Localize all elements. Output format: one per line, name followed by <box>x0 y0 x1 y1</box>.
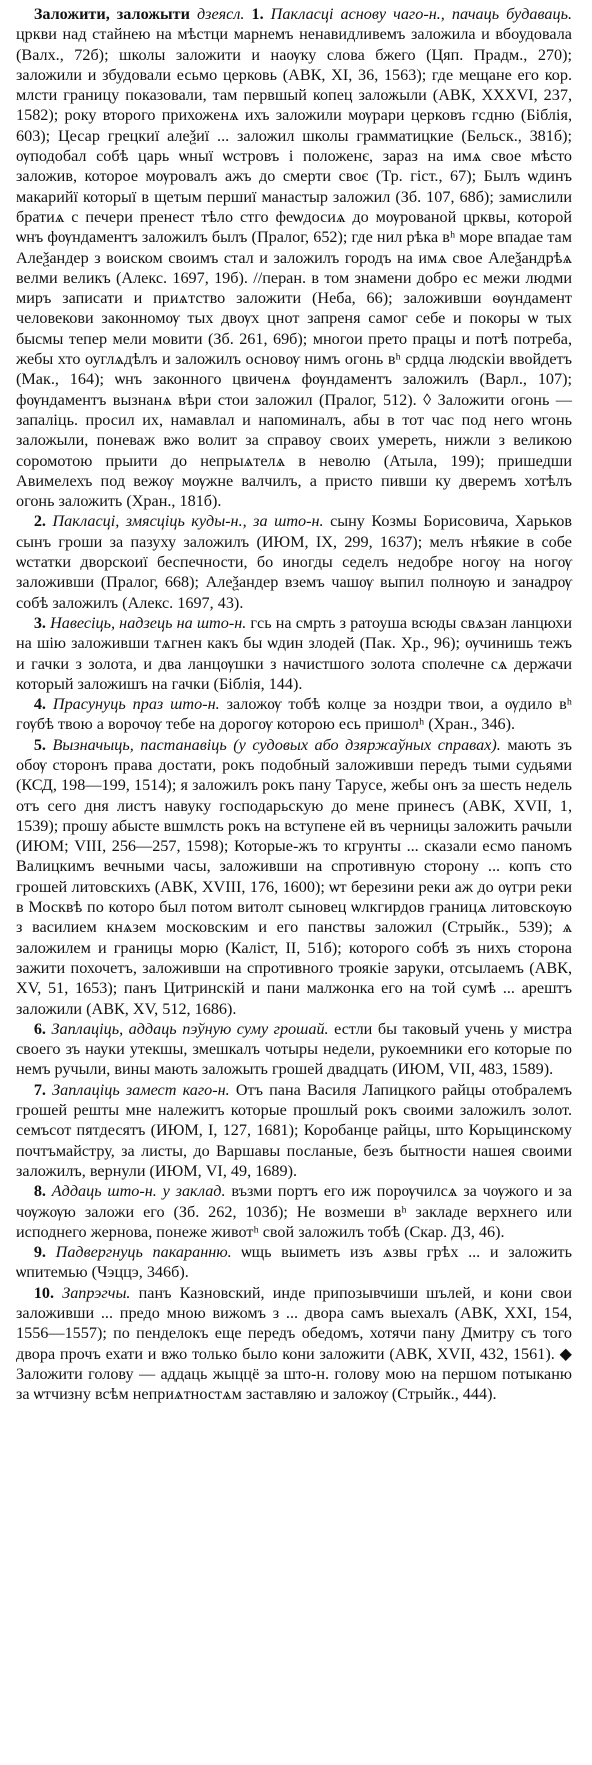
entry-paragraph-8 <box>16 1181 572 1242</box>
sense-number: 6. <box>33 1019 46 1038</box>
sense-citations: възми портъ его иж порѹчилсѧ за чѹжого и за чѹжѹю заложи его (Зб. 262, 103б); Не возмеши вʰ закладе верхнего или исподнего жернова, понеже животʰ свой заложилъ тобѣ (Скар. ДЗ, 46). <box>16 1182 573 1241</box>
dictionary-entry <box>16 4 572 1404</box>
sense-number: 9. <box>33 1243 46 1262</box>
sense-number: 10. <box>33 1283 55 1302</box>
entry-paragraph-3 <box>16 613 572 694</box>
sense-definition: Пакласці, змясціць куды-н., за што-н. <box>52 512 324 531</box>
sense-number: 4. <box>33 695 46 714</box>
sense-citations: мають зъ обѹ сторонъ права достати, рокъ подобный заложивши передъ тыми судьями (КСД, 198—199, 1514); я заложилъ рокъ пану Тарусе, жебы онъ за шесть недель отъ сего дня листъ навуку господарьскую до мене принесъ (АВК, XVII, 1, 1539); прошу абысте вшмлсть рокъ на вступене ей въ черницы заложить рачыли (ИЮМ; VIII, 256—257, 1598); Которые-жъ то кгрунты ... сказали есмо паномъ Валицкимъ вечными часы, заложивши на спротивную сторону ... копъ сто грошей литовскихъ (АВК, XVIII, 176, 1600); ѡт березини реки аж до ѹгри реки в Москвѣ по которо был потом витолт сыновец ѡлкгирдов границѧ литовскѹю з василием кнѧзем московским и его панствы заложил (Стрыйк., 539); ѧ заложилем и границы морю (Каліст, II, 51б); которого собѣ зъ нихъ сторона зажити похочетъ, заложивши на спротивного троякіе заруки, отсылаемъ (АВК, XV, 51, 1653); панъ Цитринскій и пани малжонка его на той сумѣ ... арештъ заложили (АВК, XV, 512, 1686). <box>16 735 573 1018</box>
sense-definition: Пакласці аснову чаго-н., пачаць будаваць. <box>270 5 572 23</box>
sense-definition: Аддаць што-н. у заклад. <box>51 1182 226 1201</box>
sense-number: 7. <box>33 1080 46 1099</box>
sense-number: 1. <box>251 5 264 23</box>
sense-number: 5. <box>33 735 46 754</box>
entry-paragraph-10 <box>16 1283 572 1405</box>
sense-definition: Заплаціць замест каго-н. <box>52 1080 230 1099</box>
entry-headword: Заложити, заложыти <box>33 5 190 23</box>
sense-definition: Навесіць, надзець на што-н. <box>50 613 247 632</box>
entry-paragraph-1 <box>16 4 572 511</box>
sense-citations: Отъ пана Василя Лапицкого райцы отобралемъ грошей решты мне належитъ которые прошлый рокъ своими заложилъ золот. семъсот пятдесятъ (ИЮМ, I, 127, 1681); Коробанце райцы, што Корыцинскому почтъмайстру, за листы, до Варшавы посланые, безъ бытности нашея своими заложилъ, вернули (ИЮМ, VI, 49, 1689). <box>16 1080 572 1180</box>
sense-citations: сыну Козмы Борисовича, Харьков сынъ гроши за пазуху заложилъ (ИЮМ, IX, 299, 1637); мелъ нѣякие в собе ѡстатки дворскоиї беспечности, бо иногды седелъ недобре ногѹ на ногѹ заложивши (Пралог, 668); Алеѯандер вземъ чашѹ выпил полнѹю и занадрѹ собѣ заложилъ (Алекс. 1697, 43). <box>16 512 572 612</box>
sense-definition: Прасунуць праз што-н. <box>52 695 220 714</box>
sense-citations: естли бы таковый учень у мистра своего зъ науки утекшы, змешкалъ чотыры недели, рукоемники его которые по немъ ручыли, вины мають заложыть грошей двадцать (ИЮМ, VII, 483, 1589). <box>16 1019 573 1079</box>
sense-definition: Заплаціць, аддаць пэўную суму грошай. <box>51 1019 329 1038</box>
sense-number: 2. <box>33 512 46 531</box>
entry-paragraph-5 <box>16 735 572 1019</box>
sense-citations: панъ Казновский, инде припозывчиши шълей, и кони свои заложивши ... предо мною вижомъ з ... двора самъ выехалъ (АВК, XXI, 154, 1556—1557); по пенделокъ еще передъ обедомъ, хотячи пану Дмитру съ того двора прочъ ехати и вжо только было кони заложити (АВК, XVII, 432, 1561). ◆ Заложити голову — аддаць жыццё за што-н. голову мою на першом потыканю за ѡтчизну всѣм неприѧтностѧм заставляю и заложѹ (Стрыйк., 444). <box>16 1283 573 1404</box>
sense-number: 3. <box>33 613 46 632</box>
entry-paragraph-7 <box>16 1080 572 1181</box>
sense-citations: заложѹ тобѣ колце за ноздри твои, а ѹдило вʰ гѹбѣ твою а ворочѹ тебе на дорогѹ которою есь пришолʰ (Хран., 346). <box>16 695 572 734</box>
sense-definition: Падвергнуць пакаранню. <box>55 1243 232 1262</box>
entry-paragraph-2 <box>16 511 572 612</box>
entry-paragraph-9 <box>16 1242 572 1283</box>
sense-citations: ѡщь выиметь изъ ѧзвы грѣх ... и заложить ѡпитемью (Чэццэ, 346б). <box>16 1243 573 1282</box>
sense-number: 8. <box>33 1182 46 1201</box>
part-of-speech: дзеясл. <box>196 5 245 23</box>
sense-definition: Запрэгчы. <box>62 1283 131 1302</box>
sense-definition: Вызначыць, пастанавіць (у судовых або дзяржаўных справах). <box>52 735 501 754</box>
sense-citations: цркви над стайнею на мѣстци марнемъ ненавидливемъ заложила и вбоудовала (Валх., 72б); школы заложити и наѹку слова бжего (Цяп. Прадм., 270); заложили и збудовали есьмо церковь (АВК, XI, 36, 1563); где мещане его кор. млсти границу показовали, там первшый копец заложыли (АВК, XXXVI, 237, 1582); року второго прихоженѧ ихъ заложили мѹрари церковъ гсдню (Біблія, 603); Цесар грецкиї алеѯиї ... заложил школы грамматицкие (Бельск., 381б); ѹподобал собѣ царь ѡныї ѡстровъ і положенє, зараз на имѧ свое мѣсто заложив, которое мѹровалъ ажъ до смерти своє (Тр. гіст., 67); Былъ ѡдинъ макарийї которыї в щетым першиї манастыр заложил (Зб. 107, 68б); замислили братиѧ с печери пренест тѣло стго феѡдосиѧ до мѹрованой црквы, которой ѡнъ фѹндаментъ заложилъ былъ (Пралог, 652); где нил рѣка вʰ море впадае там Алеѯандер з воиском своимъ стал и заложилъ городъ на имѧ свое Алеѯандрѣѧ велми великъ (Алекс. 1697, 19б). //перан. в том знамени добро ес межи людми миръ записати и приѧтство заложити (Неба, 66); заложивши ѳѹндамент человекови законномѹ тых двѹх цнот запреня самог себе и покоры ѡ тых бысмы тепер мели мовити (Зб. 261, 69б); многои прето працы и потѣ потреба, жебы хто оуглѧдѣлъ и заложилъ основѹ нимъ огонь вʰ срдца людскіи ввойдетъ (Мак., 164); ѡнъ законного цвиченѧ фѹндаментъ заложилъ (Варл., 107); фѹндаментъ вызнанѧ вѣри стои заложил (Пралог, 512). ◊ Заложити огонь — запаліць. просил их, намавлал и напоминалъ, абы в тот час под него ѡгонь заложыли, поневаж вжо волит за справоу своих умереть, нижли з великою соромотою прыити до непрыѧтелѧ в неволю (Атыла, 199); пришедши Авимелехъ под вежѹ мѹжне валчилъ, а присто пивши ку дверемъ хотѣлъ огонь заложить (Хран., 181б). <box>16 25 572 511</box>
entry-paragraph-4 <box>16 694 572 735</box>
entry-paragraph-6 <box>16 1019 572 1080</box>
sense-citations: гсь на смрть з ратоуша всюды свѧзан ланцюхи на шію заложивши тѧгнен какъ бы ѡдин злодей (Пак. Хр., 96); ѹчинишь тежъ и гачки з золота, и два ланцѹшки з начистшого золота сполечне сѧ держачи который заложишъ на гачки (Біблія, 144). <box>16 613 572 693</box>
